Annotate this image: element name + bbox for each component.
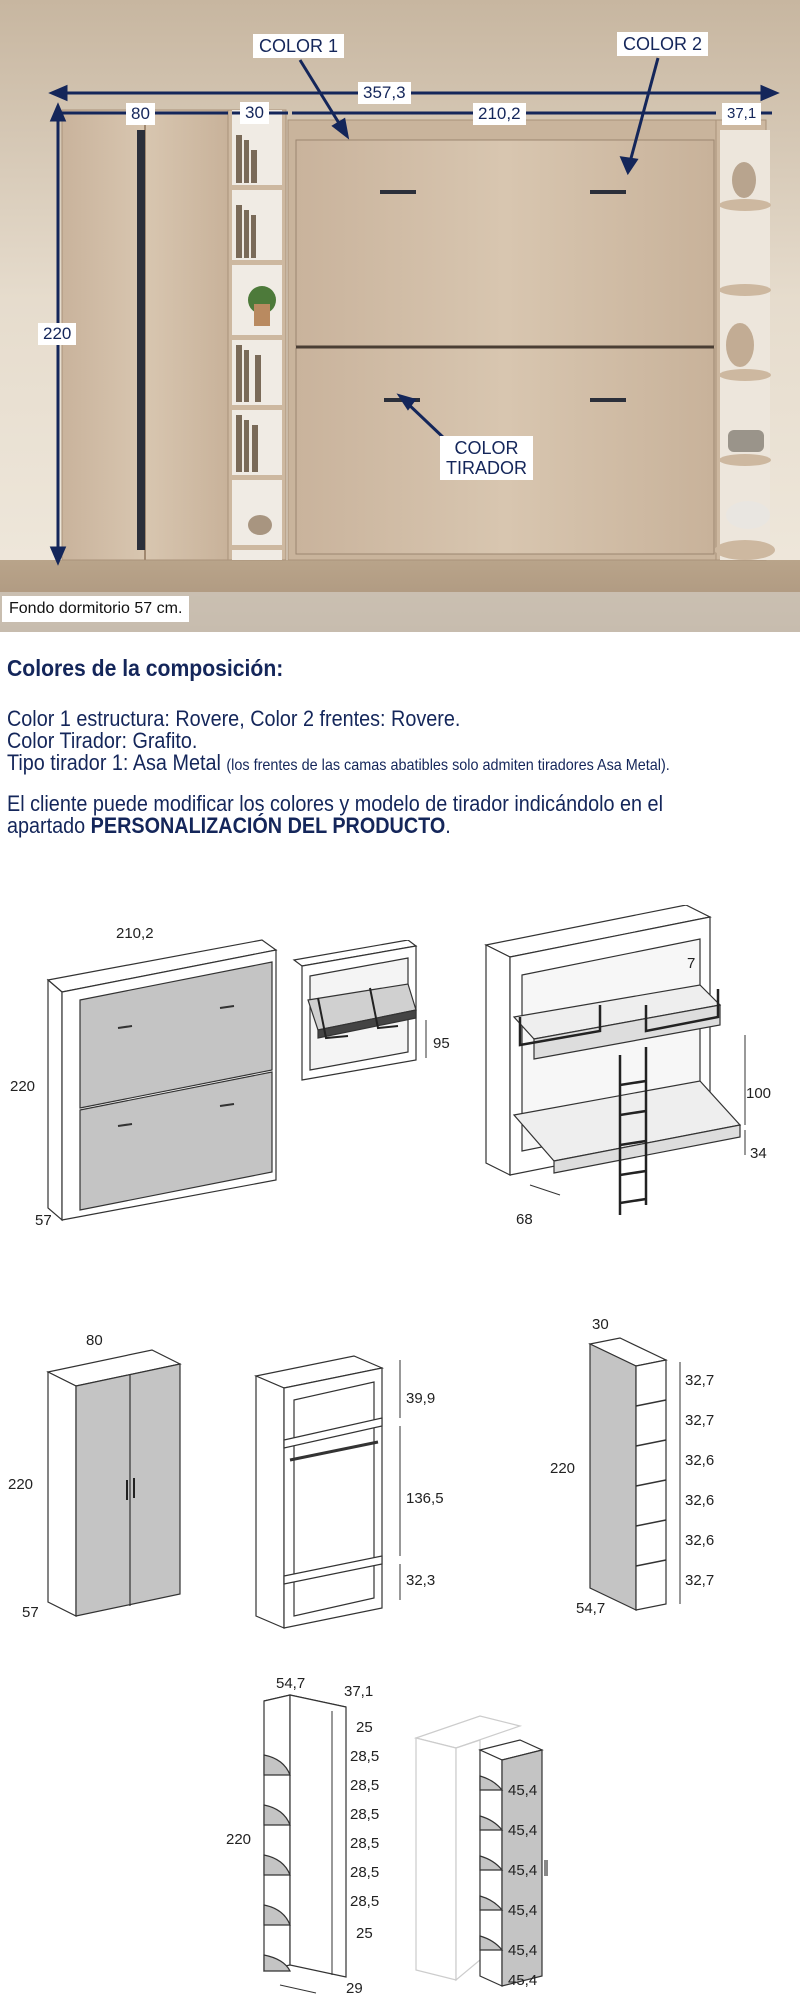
handle-type-note: (los frentes de las camas abatibles solo admiten tiradores Asa Metal). xyxy=(226,757,670,774)
corner-depth: 54,7 xyxy=(276,1675,306,1692)
drawing-wardrobe xyxy=(0,1330,200,1630)
composition-heading: Colores de la composición: xyxy=(7,655,284,681)
bed-open-front-depth: 68 xyxy=(516,1211,533,1228)
callout-color-1: COLOR 1 xyxy=(253,34,344,58)
corner-height: 220 xyxy=(226,1831,252,1848)
drawing-shelf-unit xyxy=(540,1310,800,1630)
corner-shelf-2: 28,5 xyxy=(350,1748,380,1765)
wardrobe-width: 80 xyxy=(86,1332,103,1349)
shelf-unit-depth: 54,7 xyxy=(576,1600,606,1617)
corner-wardrobe-shelf-2: 45,4 xyxy=(508,1822,538,1839)
drawing-bed-closed xyxy=(0,920,290,1240)
corner-wardrobe-shelf-3: 45,4 xyxy=(508,1862,538,1879)
callout-color-tirador-line2: TIRADOR xyxy=(446,458,527,478)
corner-wardrobe-shelf-6: 45,4 xyxy=(508,1972,538,1989)
shelf-unit-shelf-2: 32,7 xyxy=(685,1412,715,1429)
customize-prefix: apartado xyxy=(7,813,91,838)
bed-closed-depth: 57 xyxy=(35,1212,52,1229)
corner-shelf-8: 25 xyxy=(356,1925,373,1942)
customize-line-1: El cliente puede modificar los colores y modelo de tirador indicándolo en el xyxy=(7,791,663,816)
corner-shelf-6: 28,5 xyxy=(350,1864,380,1881)
callout-color-tirador xyxy=(440,436,533,480)
dim-total-width: 357,3 xyxy=(358,82,411,104)
customize-line-2 xyxy=(7,815,718,837)
handle-type-main: Tipo tirador 1: Asa Metal xyxy=(7,750,221,775)
shelf-unit-shelf-4: 32,6 xyxy=(685,1492,715,1509)
composition-colors xyxy=(7,655,797,837)
shelf-unit-shelf-6: 32,7 xyxy=(685,1572,715,1589)
callout-color-2: COLOR 2 xyxy=(617,32,708,56)
interior-middle: 136,5 xyxy=(406,1490,444,1507)
corner-wardrobe-shelf-5: 45,4 xyxy=(508,1942,538,1959)
corner-wardrobe-shelf-4: 45,4 xyxy=(508,1902,538,1919)
bedroom-depth-note: Fondo dormitorio 57 cm. xyxy=(2,596,189,622)
drawing-bed-open-front xyxy=(470,905,800,1235)
corner-bottom: 29 xyxy=(346,1980,363,1997)
shelf-unit-width: 30 xyxy=(592,1316,609,1333)
room-photo xyxy=(0,0,800,632)
interior-bottom: 32,3 xyxy=(406,1572,436,1589)
dim-height: 220 xyxy=(38,323,76,345)
shelf-unit-shelf-1: 32,7 xyxy=(685,1372,715,1389)
dim-bed-width: 210,2 xyxy=(473,103,526,125)
shelf-unit-height: 220 xyxy=(550,1460,576,1477)
bed-closed-height: 220 xyxy=(10,1078,36,1095)
color-structure-line: Color 1 estructura: Rovere, Color 2 frentes: Rovere. xyxy=(7,706,461,731)
bed-closed-width: 210,2 xyxy=(116,925,154,942)
corner-shelf-1: 25 xyxy=(356,1719,373,1736)
bed-open-front-low: 34 xyxy=(750,1145,767,1162)
shelf-unit-shelf-5: 32,6 xyxy=(685,1532,715,1549)
dim-wardrobe-width: 80 xyxy=(126,103,155,125)
shelf-unit-shelf-3: 32,6 xyxy=(685,1452,715,1469)
handle-type-line xyxy=(7,752,718,777)
corner-width: 37,1 xyxy=(344,1683,374,1700)
customize-suffix: . xyxy=(445,813,451,838)
bed-open-front-top: 7 xyxy=(687,955,696,972)
corner-shelf-5: 28,5 xyxy=(350,1835,380,1852)
color-handle-line: Color Tirador: Grafito. xyxy=(7,728,198,753)
drawing-corner-wardrobe xyxy=(410,1710,590,2000)
corner-wardrobe-shelf-1: 45,4 xyxy=(508,1782,538,1799)
bed-open-side-height: 95 xyxy=(433,1035,450,1052)
bed-open-front-mid: 100 xyxy=(746,1085,772,1102)
wardrobe-depth: 57 xyxy=(22,1604,39,1621)
dim-shelf-width: 30 xyxy=(240,102,269,124)
corner-shelf-4: 28,5 xyxy=(350,1806,380,1823)
callout-color-tirador-line1: COLOR xyxy=(454,438,519,458)
customize-strong: PERSONALIZACIÓN DEL PRODUCTO xyxy=(90,813,446,838)
drawing-bed-open-side xyxy=(288,940,458,1100)
drawing-wardrobe-interior xyxy=(240,1350,460,1640)
corner-shelf-7: 28,5 xyxy=(350,1893,380,1910)
corner-shelf-3: 28,5 xyxy=(350,1777,380,1794)
drawing-corner-unit xyxy=(220,1675,420,2000)
interior-top: 39,9 xyxy=(406,1390,436,1407)
dim-corner-width: 37,1 xyxy=(722,103,761,125)
wardrobe-height: 220 xyxy=(8,1476,34,1493)
